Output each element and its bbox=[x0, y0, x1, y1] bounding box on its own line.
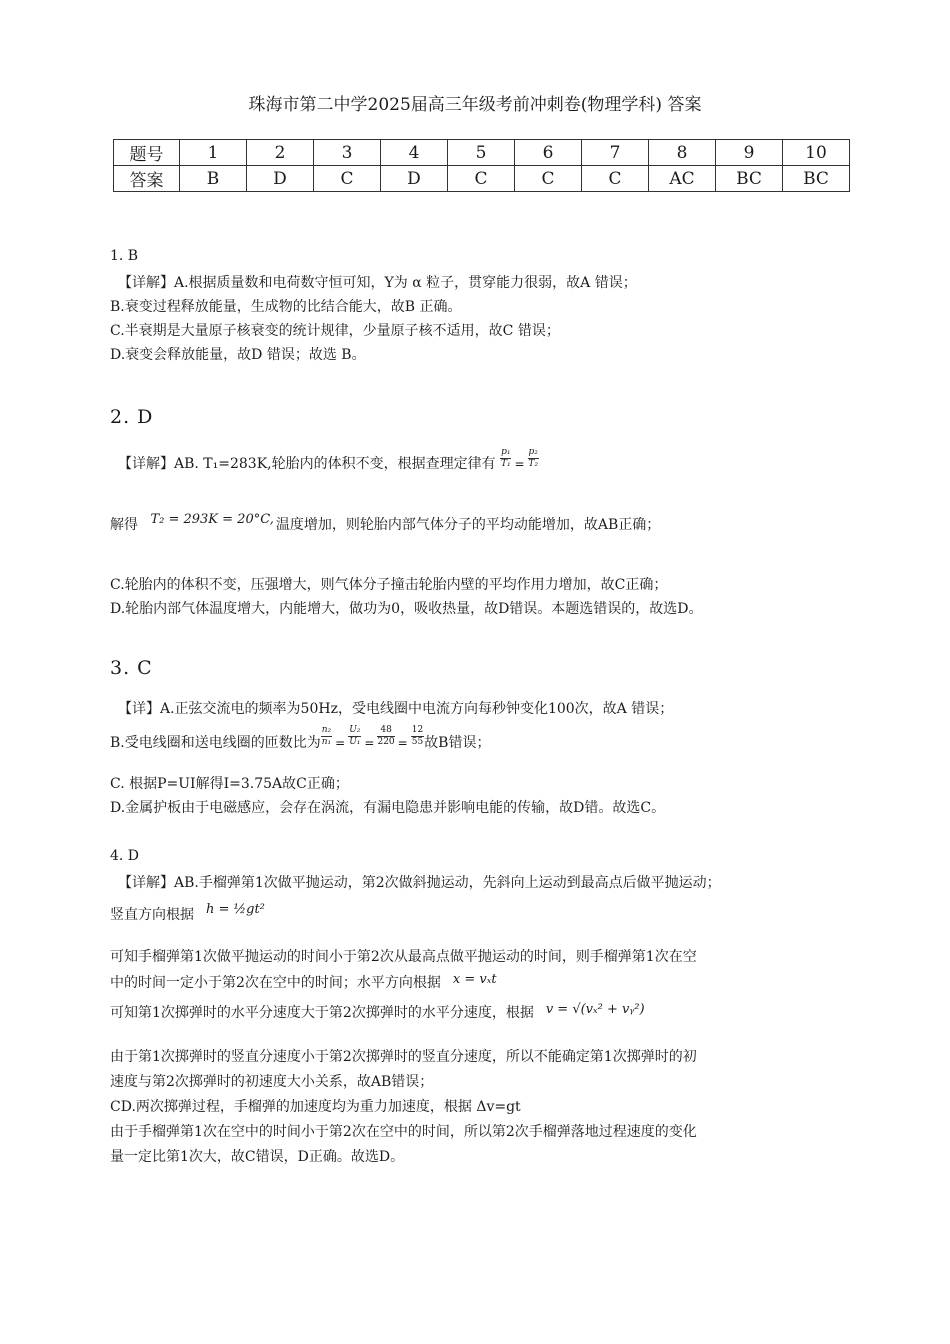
table-cell: BC bbox=[716, 166, 783, 192]
q3-line: 【详】A.正弦交流电的频率为50Hz，受电线圈中电流方向每秒钟变化100次，故A 错误； bbox=[118, 701, 674, 717]
row-label: 答案 bbox=[114, 166, 180, 192]
equation: v = √(vₓ² + vᵧ²) bbox=[545, 1002, 645, 1017]
q4-line: 速度与第2次掷弹时的初速度大小关系，故AB错误； bbox=[110, 1074, 434, 1090]
table-cell: C bbox=[582, 166, 649, 192]
q2-line: D.轮胎内部气体温度增大，内能增大，做功为0，吸收热量，故D错误。本题选错误的，故选D。 bbox=[110, 601, 703, 617]
table-cell: 1 bbox=[180, 140, 247, 166]
table-cell: AC bbox=[649, 166, 716, 192]
table-cell: C bbox=[314, 166, 381, 192]
table-row-answers bbox=[114, 166, 850, 192]
table-cell: C bbox=[448, 166, 515, 192]
q4-heading: 4. D bbox=[110, 848, 140, 864]
q2-line: C.轮胎内的体积不变，压强增大，则气体分子撞击轮胎内壁的平均作用力增加，故C正确； bbox=[110, 577, 668, 593]
q1-heading: 1. B bbox=[110, 248, 139, 264]
page-title: 珠海市第二中学2025届高三年级考前冲刺卷(物理学科) 答案 bbox=[248, 95, 702, 115]
q4-line: 竖直方向根据 h = ½gt² bbox=[110, 902, 265, 923]
table-cell: D bbox=[381, 166, 448, 192]
table-cell: C bbox=[515, 166, 582, 192]
q1-line: C.半衰期是大量原子核衰变的统计规律，少量原子核不适用，故C 错误； bbox=[110, 323, 560, 339]
q1-line: B.衰变过程释放能量，生成物的比结合能大，故B 正确。 bbox=[110, 299, 462, 315]
row-label: 题号 bbox=[114, 140, 180, 166]
q2-line: 【详解】AB. T₁=283K,轮胎内的体积不变，根据查理定律有 $\frac{\text{p₁}}{\text{T₁}}$ = $\frac{\text{p₂}}{\text{T₂}}$ bbox=[118, 446, 538, 472]
fraction: $\frac{12}{55}$ bbox=[411, 724, 424, 747]
q3-line: D.金属护板由于电磁感应，会存在涡流，有漏电隐患并影响电能的传输，故D错。故选C。 bbox=[110, 800, 666, 816]
table-cell: 3 bbox=[314, 140, 381, 166]
table-cell: 9 bbox=[716, 140, 783, 166]
table-cell: 5 bbox=[448, 140, 515, 166]
table-cell: 10 bbox=[783, 140, 850, 166]
table-cell: 2 bbox=[247, 140, 314, 166]
q4-line: 可知手榴弹第1次做平抛运动的时间小于第2次从最高点做平抛运动的时间，则手榴弹第1次在空 bbox=[110, 949, 697, 965]
answer-table bbox=[113, 139, 850, 192]
q1-line: 【详解】A.根据质量数和电荷数守恒可知，Y为 α 粒子，贯穿能力很弱，故A 错误； bbox=[118, 275, 637, 291]
q2-text: 【详解】AB. T₁=283K,轮胎内的体积不变，根据查理定律有 bbox=[118, 456, 496, 472]
table-cell: B bbox=[180, 166, 247, 192]
table-cell: 8 bbox=[649, 140, 716, 166]
table-cell: 6 bbox=[515, 140, 582, 166]
equation: x = vₓt bbox=[452, 972, 497, 987]
q1-line: D.衰变会释放能量，故D 错误；故选 B。 bbox=[110, 347, 366, 363]
table-cell: D bbox=[247, 166, 314, 192]
q3-line: B.受电线圈和送电线圈的匝数比为 $\frac{\text{n₂}}{\text{n₁}}$ = $\frac{\text{U₂}}{\text{U₁}}$ = $\frac{48}{220}$ = $\frac{12}{55}$ 故B错误； bbox=[110, 724, 491, 751]
q2-heading: 2. D bbox=[110, 406, 154, 428]
q2-line: 解得 T₂ = 293K = 20°C, 温度增加，则轮胎内部气体分子的平均动能增加，故AB正确； bbox=[110, 512, 661, 533]
fraction: $\frac{\text{U₂}}{\text{U₁}}$ bbox=[349, 724, 361, 747]
table-row-numbers bbox=[114, 140, 850, 166]
q4-line: 【详解】AB.手榴弹第1次做平抛运动，第2次做斜抛运动，先斜向上运动到最高点后做平抛运动； bbox=[118, 875, 721, 891]
q4-line: CD.两次掷弹过程，手榴弹的加速度均为重力加速度，根据 Δv=gt bbox=[110, 1099, 521, 1115]
q4-line: 由于手榴弹第1次在空中的时间小于第2次在空中的时间，所以第2次手榴弹落地过程速度的变化 bbox=[110, 1124, 697, 1140]
fraction: $\frac{\text{p₂}}{\text{T₂}}$ bbox=[528, 446, 538, 469]
q4-line: 中的时间一定小于第2次在空中的时间；水平方向根据 x = vₓt bbox=[110, 972, 497, 991]
q4-line: 可知第1次掷弹时的水平分速度大于第2次掷弹时的水平分速度，根据 v = √(vₓ² + vᵧ²) bbox=[110, 1002, 645, 1021]
table-cell: 4 bbox=[381, 140, 448, 166]
fraction: $\frac{48}{220}$ bbox=[377, 724, 395, 747]
q4-line: 量一定比第1次大，故C错误，D正确。故选D。 bbox=[110, 1149, 405, 1165]
table-cell: BC bbox=[783, 166, 850, 192]
equation: h = ½gt² bbox=[206, 902, 265, 917]
fraction: $\frac{\text{p₁}}{\text{T₁}}$ bbox=[500, 446, 511, 469]
fraction: $\frac{\text{n₂}}{\text{n₁}}$ bbox=[321, 724, 332, 747]
q3-heading: 3. C bbox=[110, 657, 153, 679]
q3-line: C. 根据P=UI解得I=3.75A故C正确； bbox=[110, 776, 349, 792]
table-cell: 7 bbox=[582, 140, 649, 166]
q4-line: 由于第1次掷弹时的竖直分速度小于第2次掷弹时的竖直分速度，所以不能确定第1次掷弹时的初 bbox=[110, 1049, 697, 1065]
equation: T₂ = 293K = 20°C, bbox=[150, 512, 274, 527]
